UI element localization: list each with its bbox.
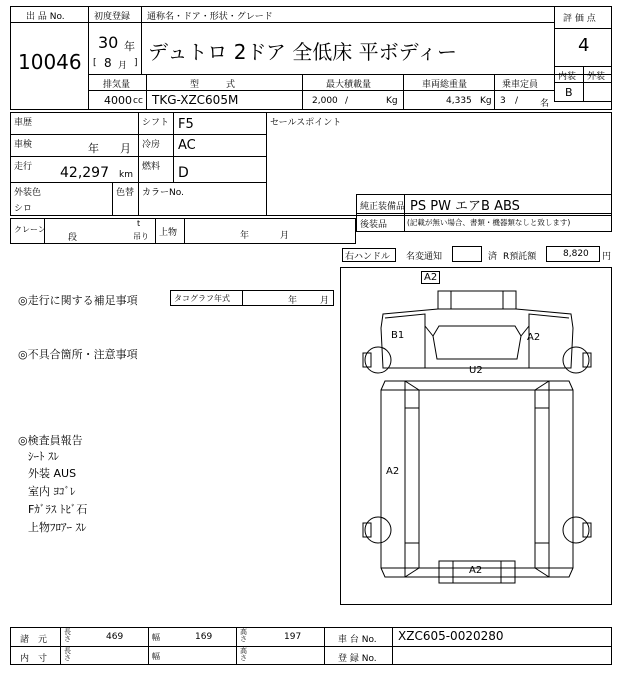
displacement: 4000 — [104, 94, 132, 107]
body-label: 上物 — [159, 228, 178, 238]
height-value: 197 — [284, 632, 302, 642]
model-label: 型 式 — [190, 80, 236, 90]
registration-month-unit: 月 — [118, 61, 128, 71]
inspector-report-label: ◎検査員報告 — [18, 434, 83, 447]
recycle-label: R預託額 — [503, 252, 537, 262]
tachograph-month-unit: 月 — [320, 296, 330, 306]
lot-number-label: 出 品 No. — [26, 12, 65, 22]
inspector-line: 上物ﾌﾛｱｰ ｽﾚ — [28, 521, 87, 534]
height-label: 高さ — [240, 647, 247, 662]
color-label: 外装色 — [14, 188, 42, 198]
crane-frame — [10, 218, 356, 244]
truck-outline — [341, 268, 611, 604]
interior-grade: B — [565, 86, 573, 99]
damage-mark: A2 — [527, 332, 541, 343]
gross-weight-label: 車両総重量 — [422, 80, 468, 90]
registration-month: 8 — [104, 56, 112, 70]
mileage-label: 走行 — [14, 162, 33, 172]
registration-number-label: 登 録 No. — [338, 654, 377, 664]
chassis-number: XZC605-0020280 — [398, 629, 504, 643]
registration-year-unit: 年 — [124, 40, 135, 53]
interior-grade-label: 内装 — [558, 72, 577, 82]
name-change-box — [452, 246, 482, 262]
recycle-unit: 円 — [602, 252, 612, 262]
aftermarket-note: (記載が無い場合、書類・機器類なしと致します) — [407, 218, 571, 227]
body-month-unit: 月 — [280, 231, 290, 241]
max-load-unit: Kg — [386, 96, 398, 106]
damage-mark: B1 — [391, 330, 405, 341]
inspector-line: 室内 ﾖｺﾞﾚ — [28, 485, 76, 498]
handle-position: 右ハンドル — [345, 252, 391, 262]
max-load: 2,000 — [312, 96, 338, 106]
recycle-amount: 8,820 — [563, 249, 589, 259]
capacity-unit: 名 — [540, 99, 550, 109]
gross-weight: 4,335 — [446, 96, 472, 106]
damage-mark: A2 — [421, 271, 440, 284]
length-label: 長さ — [64, 647, 71, 662]
inspector-line: Fｶﾞﾗｽ ﾄﾋﾞ石 — [28, 503, 88, 516]
inspector-line: ｼｰﾄ ｽﾚ — [28, 450, 59, 463]
displacement-unit: cc — [133, 96, 143, 106]
name-change-label: 名変通知 — [406, 252, 443, 262]
exterior-grade-label: 外装 — [587, 72, 606, 82]
spec-row-label: 諸 元 — [20, 635, 48, 645]
first-registration-label: 初度登録 — [94, 12, 131, 22]
model-code: TKG-XZC605M — [152, 93, 239, 107]
damage-mark: A2 — [469, 565, 483, 576]
length-value: 469 — [106, 632, 124, 642]
max-load-label: 最大積載量 — [326, 80, 372, 90]
inspection-label: 車検 — [14, 140, 33, 150]
damage-mark: U2 — [469, 365, 483, 376]
crane-stage-unit: 段 — [68, 233, 78, 243]
inspection-month-unit: 月 — [120, 142, 131, 155]
color-change-label: 色替 — [116, 188, 135, 198]
aftermarket-label: 後装品 — [360, 220, 388, 230]
color-number-label: カラーNo. — [142, 188, 184, 198]
width-value: 169 — [195, 632, 213, 642]
length-label: 長さ — [64, 628, 71, 643]
evaluation-score: 4 — [578, 35, 590, 56]
capacity: 3 — [500, 96, 506, 106]
gross-weight-unit: Kg — [480, 96, 492, 106]
shift-label: シフト — [142, 118, 170, 128]
standard-equipment: PS PW エアB ABS — [410, 199, 520, 214]
tachograph-label: タコグラフ年式 — [174, 294, 230, 303]
driving-notes-label: ◎走行に関する補足事項 — [18, 294, 138, 307]
height-label: 高さ — [240, 628, 247, 643]
mileage-unit: km — [119, 170, 133, 180]
inspector-line: 外装 AUS — [28, 467, 77, 480]
shift-value: F5 — [178, 117, 194, 132]
vehicle-name-label: 通称名・ドア・形状・グレード — [147, 12, 273, 22]
displacement-label: 排気量 — [103, 80, 131, 90]
ac-value: AC — [178, 138, 196, 153]
crane-label: クレーン — [14, 225, 46, 234]
size-row-label: 内 寸 — [20, 654, 48, 664]
inspection-year-unit: 年 — [88, 142, 99, 155]
capacity-label: 乗車定員 — [502, 80, 539, 90]
standard-equipment-label: 純正装備品 — [360, 202, 406, 212]
tachograph-year-unit: 年 — [288, 296, 298, 306]
body-year-unit: 年 — [240, 231, 250, 241]
crane-ton-unit: t — [137, 219, 141, 228]
chassis-label: 車 台 No. — [338, 635, 377, 645]
mileage-value: 42,297 — [60, 165, 109, 181]
history-label: 車歴 — [14, 118, 33, 128]
fuel-label: 燃料 — [142, 162, 161, 172]
sales-point-label: セールスポイント — [270, 118, 342, 128]
registration-year: 30 — [98, 33, 119, 52]
fuel-value: D — [178, 165, 189, 181]
crane-lift-unit: 吊り — [133, 232, 149, 241]
ac-label: 冷房 — [142, 140, 161, 150]
color-value: シロ — [14, 204, 33, 214]
width-label: 幅 — [152, 652, 160, 661]
defects-label: ◎不具合箇所・注意事項 — [18, 348, 138, 361]
score-label: 評 価 点 — [563, 14, 596, 24]
lot-number: 10046 — [18, 50, 82, 74]
vehicle-name: デュトロ 2ドア 全低床 平ボディー — [148, 40, 457, 64]
damage-mark: A2 — [386, 466, 400, 477]
width-label: 幅 — [152, 633, 160, 642]
recycle-mark: 済 — [488, 252, 498, 262]
damage-diagram — [340, 267, 612, 605]
